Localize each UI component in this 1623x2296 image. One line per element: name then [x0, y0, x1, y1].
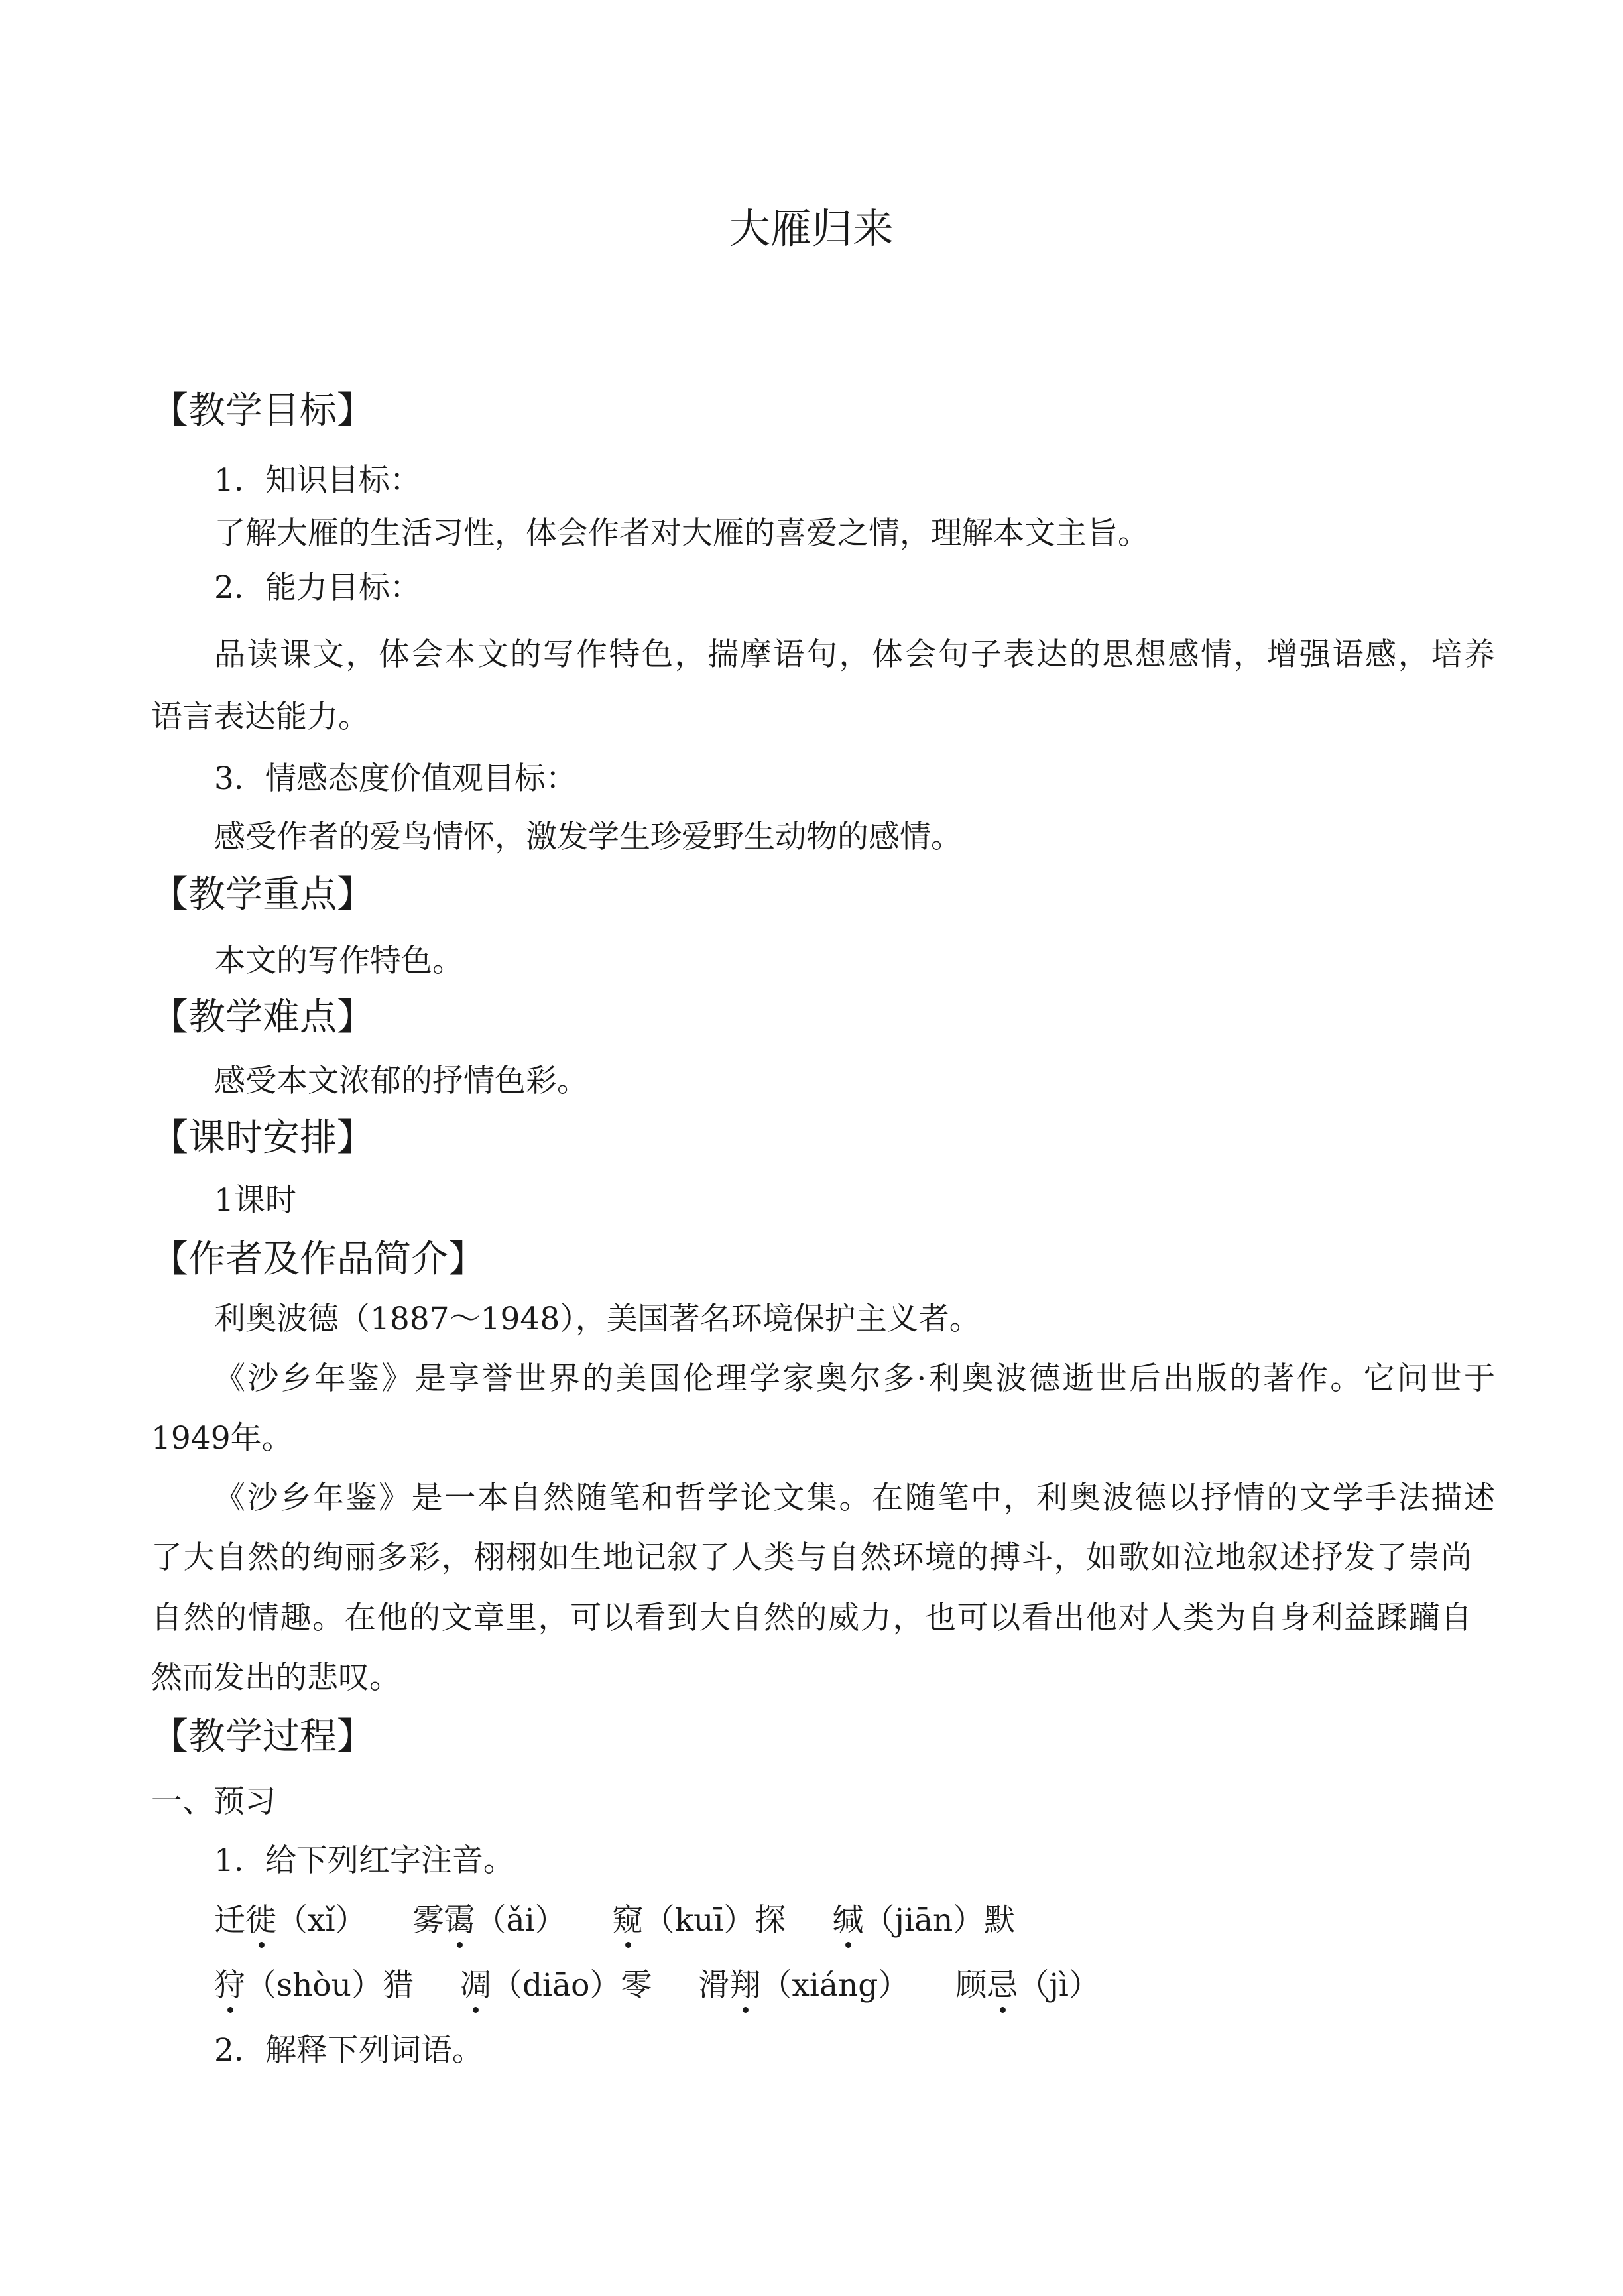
- heading-key-points: 【教学重点】: [151, 873, 374, 916]
- dotted-char: 窥: [613, 1898, 644, 1944]
- difficulties-text: 感受本文浓郁的抒情色彩。: [214, 1063, 588, 1099]
- schedule-text: 1课时: [214, 1182, 296, 1219]
- ability-goal-text-line1: 品读课文，体会本文的写作特色，揣摩语句，体会句子表达的思想感情，增强语感，培养: [214, 636, 1495, 673]
- author-paragraph-3-line1: 《沙乡年鉴》是一本自然随笔和哲学论文集。在随笔中，利奥波德以抒情的文学手法描述: [214, 1480, 1495, 1516]
- pinyin-item: 雾霭（ǎi）: [413, 1902, 566, 1939]
- author-paragraph-3-line3: 自然的情趣。在他的文章里，可以看到大自然的威力，也可以看出他对人类为自身利益蹂躏自: [151, 1600, 1472, 1636]
- section-preview: 一、预习: [151, 1783, 276, 1820]
- knowledge-goal-label: 1．知识目标：: [214, 462, 421, 499]
- heading-objectives: 【教学目标】: [151, 389, 374, 432]
- pinyin-item: 顾忌（jì）: [955, 1967, 1100, 2004]
- heading-author-intro: 【作者及作品简介】: [151, 1238, 485, 1281]
- emotion-goal-text: 感受作者的爱鸟情怀，激发学生珍爱野生动物的感情。: [214, 819, 962, 855]
- knowledge-goal-text: 了解大雁的生活习性，体会作者对大雁的喜爱之情，理解本文主旨。: [214, 515, 1149, 552]
- dotted-char: 翔: [729, 1963, 760, 2009]
- key-points-text: 本文的写作特色。: [214, 943, 463, 979]
- pinyin-item: 滑翔（xiáng）: [698, 1967, 909, 2004]
- pinyin-item: 凋（diāo）零: [460, 1967, 652, 2004]
- pinyin-item: 缄（jiān）默: [832, 1902, 1015, 1939]
- dotted-char: 缄: [832, 1898, 863, 1944]
- ability-goal-text-line2: 语言表达能力。: [151, 699, 369, 735]
- page-title: 大雁归来: [729, 204, 894, 253]
- heading-schedule: 【课时安排】: [151, 1117, 374, 1160]
- ability-goal-label: 2．能力目标：: [214, 570, 421, 606]
- author-paragraph-1: 利奥波德（1887～1948），美国著名环境保护主义者。: [214, 1301, 981, 1337]
- heading-process: 【教学过程】: [151, 1715, 374, 1758]
- author-paragraph-2-line1: 《沙乡年鉴》是享誉世界的美国伦理学家奥尔多·利奥波德逝世后出版的著作。它问世于: [214, 1360, 1495, 1397]
- pinyin-item: 狩（shòu）猎: [214, 1967, 414, 2004]
- dotted-char: 凋: [460, 1963, 491, 2009]
- task-explain-words: 2．解释下列词语。: [214, 2032, 483, 2069]
- pinyin-row-2: [214, 1963, 1100, 2009]
- pinyin-item: 窥（kuī）探: [613, 1902, 786, 1939]
- pinyin-item: 迁徙（xǐ）: [214, 1902, 367, 1939]
- dotted-char: 徙: [245, 1898, 276, 1944]
- author-paragraph-2-line2: 1949年。: [151, 1420, 293, 1457]
- dotted-char: 霭: [444, 1898, 475, 1944]
- dotted-char: 忌: [987, 1963, 1018, 2009]
- emotion-goal-label: 3．情感态度价值观目标：: [214, 760, 577, 797]
- author-paragraph-3-line4: 然而发出的悲叹。: [151, 1660, 400, 1696]
- heading-difficulties: 【教学难点】: [151, 996, 374, 1039]
- task-pinyin: 1．给下列红字注音。: [214, 1843, 514, 1879]
- pinyin-row-1: [214, 1898, 1015, 1944]
- dotted-char: 狩: [214, 1963, 245, 2009]
- author-paragraph-3-line2: 了大自然的绚丽多彩，栩栩如生地记叙了人类与自然环境的搏斗，如歌如泣地叙述抒发了崇尚: [151, 1540, 1472, 1576]
